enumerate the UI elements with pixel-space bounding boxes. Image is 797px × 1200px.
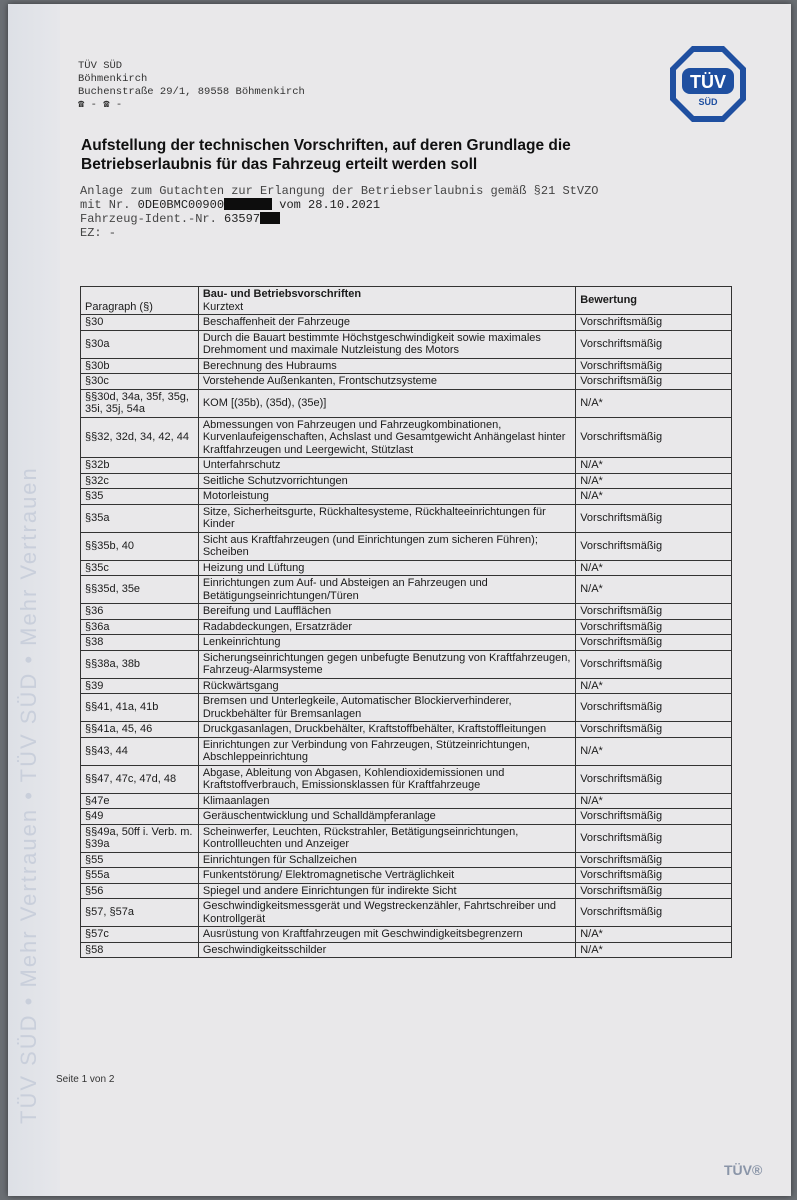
org-name: TÜV SÜD bbox=[78, 60, 123, 72]
table-row bbox=[81, 942, 732, 958]
paragraph-cell: §§32, 32d, 34, 42, 44 bbox=[81, 417, 199, 458]
short-text-cell: Bremsen und Unterlegkeile, Automatischer Blockierverhinderer, Druckbehälter für Bremsanlagen bbox=[198, 694, 575, 722]
paragraph-cell: §30 bbox=[81, 315, 199, 331]
rating-cell: Vorschriftsmäßig bbox=[576, 868, 732, 884]
table-row bbox=[81, 868, 732, 884]
short-text-cell: Motorleistung bbox=[198, 489, 575, 505]
short-text-cell: Durch die Bauart bestimmte Höchstgeschwindigkeit sowie maximales Drehmoment und maximale Nutzleistung des Motors bbox=[198, 330, 575, 358]
short-text-cell: Klimaanlagen bbox=[198, 793, 575, 809]
table-row bbox=[81, 489, 732, 505]
tuv-logo bbox=[668, 44, 748, 124]
short-text-cell: Sitze, Sicherheitsgurte, Rückhaltesysteme, Rückhalteeinrichtungen für Kinder bbox=[198, 504, 575, 532]
org-city: Böhmenkirch bbox=[78, 73, 148, 85]
header-rating: Bewertung bbox=[576, 287, 732, 315]
paragraph-cell: §36a bbox=[81, 619, 199, 635]
table-row bbox=[81, 899, 732, 927]
paragraph-cell: §55 bbox=[81, 852, 199, 868]
short-text-cell: Sicherungseinrichtungen gegen unbefugte Benutzung von Kraftfahrzeugen, Fahrzeug-Alarmsysteme bbox=[198, 650, 575, 678]
table-row bbox=[81, 417, 732, 458]
rating-cell: Vorschriftsmäßig bbox=[576, 604, 732, 620]
paragraph-cell: §55a bbox=[81, 868, 199, 884]
page-number: Seite 1 von 2 bbox=[56, 1074, 115, 1085]
paragraph-cell: §§35d, 35e bbox=[81, 576, 199, 604]
paragraph-cell: §36 bbox=[81, 604, 199, 620]
paragraph-cell: §§30d, 34a, 35f, 35g, 35i, 35j, 54a bbox=[81, 389, 199, 417]
short-text-cell: Abgase, Ableitung von Abgasen, Kohlendioxidemissionen und Kraftstoffverbrauch, Emissionsklassen für Kraftfahrzeuge bbox=[198, 765, 575, 793]
org-address: Buchenstraße 29/1, 89558 Böhmenkirch bbox=[78, 86, 305, 98]
rating-cell: Vorschriftsmäßig bbox=[576, 619, 732, 635]
short-text-cell: Berechnung des Hubraums bbox=[198, 358, 575, 374]
table-row bbox=[81, 532, 732, 560]
short-text-cell: Heizung und Lüftung bbox=[198, 560, 575, 576]
paragraph-cell: §30c bbox=[81, 374, 199, 390]
table-row bbox=[81, 809, 732, 825]
paragraph-cell: §39 bbox=[81, 678, 199, 694]
document-meta bbox=[80, 184, 598, 240]
rating-cell: Vorschriftsmäßig bbox=[576, 824, 732, 852]
header-main: Bau- und Betriebsvorschriften bbox=[202, 288, 362, 300]
rating-cell: N/A* bbox=[576, 737, 732, 765]
table-row bbox=[81, 678, 732, 694]
paragraph-cell: §47e bbox=[81, 793, 199, 809]
table-row bbox=[81, 635, 732, 651]
short-text-cell: Unterfahrschutz bbox=[198, 458, 575, 474]
nr-line bbox=[80, 198, 598, 212]
paragraph-cell: §§41, 41a, 41b bbox=[81, 694, 199, 722]
short-text-cell: Einrichtungen zur Verbindung von Fahrzeugen, Stützeinrichtungen, Abschleppeinrichtung bbox=[198, 737, 575, 765]
document-page bbox=[8, 4, 791, 1196]
short-text-cell: Sicht aus Kraftfahrzeugen (und Einrichtungen zum sicheren Führen); Scheiben bbox=[198, 532, 575, 560]
table-row bbox=[81, 927, 732, 943]
sender-address bbox=[78, 60, 305, 112]
table-row bbox=[81, 883, 732, 899]
paragraph-cell: §57, §57a bbox=[81, 899, 199, 927]
paragraph-cell: §§43, 44 bbox=[81, 737, 199, 765]
rating-cell: Vorschriftsmäßig bbox=[576, 883, 732, 899]
paragraph-cell: §§38a, 38b bbox=[81, 650, 199, 678]
rating-cell: Vorschriftsmäßig bbox=[576, 504, 732, 532]
side-watermark: TÜV SÜD • Mehr Vertrauen • TÜV SÜD • Mehr Vertrauen bbox=[16, 466, 41, 1124]
short-text-cell: Ausrüstung von Kraftfahrzeugen mit Geschwindigkeitsbegrenzern bbox=[198, 927, 575, 943]
table-row bbox=[81, 315, 732, 331]
annex-line: Anlage zum Gutachten zur Erlangung der Betriebserlaubnis gemäß §21 StVZO bbox=[80, 184, 599, 198]
paragraph-cell: §35c bbox=[81, 560, 199, 576]
paragraph-cell: §32c bbox=[81, 473, 199, 489]
short-text-cell: Scheinwerfer, Leuchten, Rückstrahler, Betätigungseinrichtungen, Kontrollleuchten und Anzeiger bbox=[198, 824, 575, 852]
redaction-box bbox=[224, 198, 272, 210]
header-regulations bbox=[198, 287, 575, 315]
rating-cell: Vorschriftsmäßig bbox=[576, 694, 732, 722]
rating-cell: N/A* bbox=[576, 389, 732, 417]
rating-cell: Vorschriftsmäßig bbox=[576, 635, 732, 651]
paragraph-cell: §35 bbox=[81, 489, 199, 505]
short-text-cell: Einrichtungen zum Auf- und Absteigen an Fahrzeugen und Betätigungseinrichtungen/Türen bbox=[198, 576, 575, 604]
rating-cell: N/A* bbox=[576, 793, 732, 809]
rating-cell: Vorschriftsmäßig bbox=[576, 532, 732, 560]
header-short: Kurztext bbox=[202, 300, 244, 313]
table-row bbox=[81, 737, 732, 765]
rating-cell: Vorschriftsmäßig bbox=[576, 358, 732, 374]
short-text-cell: Geschwindigkeitsmessgerät und Wegstreckenzähler, Fahrtschreiber und Kontrollgerät bbox=[198, 899, 575, 927]
short-text-cell: Seitliche Schutzvorrichtungen bbox=[198, 473, 575, 489]
short-text-cell: Radabdeckungen, Ersatzräder bbox=[198, 619, 575, 635]
rating-cell: N/A* bbox=[576, 473, 732, 489]
vin-line bbox=[80, 212, 598, 226]
paragraph-cell: §32b bbox=[81, 458, 199, 474]
side-strip bbox=[8, 4, 60, 1196]
rating-cell: N/A* bbox=[576, 942, 732, 958]
short-text-cell: Funkentstörung/ Elektromagnetische Verträglichkeit bbox=[198, 868, 575, 884]
short-text-cell: Einrichtungen für Schallzeichen bbox=[198, 852, 575, 868]
table-row bbox=[81, 650, 732, 678]
short-text-cell: Lenkeinrichtung bbox=[198, 635, 575, 651]
short-text-cell: Rückwärtsgang bbox=[198, 678, 575, 694]
rating-cell: Vorschriftsmäßig bbox=[576, 899, 732, 927]
table-header-row bbox=[81, 287, 732, 315]
ez-line: EZ: - bbox=[80, 226, 117, 240]
table-row bbox=[81, 560, 732, 576]
rating-cell: N/A* bbox=[576, 560, 732, 576]
table-row bbox=[81, 374, 732, 390]
table-row bbox=[81, 504, 732, 532]
paragraph-cell: §57c bbox=[81, 927, 199, 943]
rating-cell: Vorschriftsmäßig bbox=[576, 315, 732, 331]
paragraph-cell: §58 bbox=[81, 942, 199, 958]
date-text: vom 28.10.2021 bbox=[279, 198, 381, 212]
paragraph-cell: §§49a, 50ff i. Verb. m. §39a bbox=[81, 824, 199, 852]
short-text-cell: Vorstehende Außenkanten, Frontschutzsysteme bbox=[198, 374, 575, 390]
table-row bbox=[81, 852, 732, 868]
header-paragraph: Paragraph (§) bbox=[81, 287, 199, 315]
short-text-cell: Druckgasanlagen, Druckbehälter, Kraftstoffbehälter, Kraftstoffleitungen bbox=[198, 722, 575, 738]
table-row bbox=[81, 824, 732, 852]
regulations-table bbox=[80, 286, 732, 958]
table-row bbox=[81, 793, 732, 809]
short-text-cell: Geschwindigkeitsschilder bbox=[198, 942, 575, 958]
rating-cell: Vorschriftsmäßig bbox=[576, 722, 732, 738]
paragraph-cell: §35a bbox=[81, 504, 199, 532]
contact-line: ☎ - ☎ - bbox=[78, 99, 123, 111]
nr-prefix: mit Nr. bbox=[80, 198, 131, 212]
table-row bbox=[81, 473, 732, 489]
short-text-cell: KOM [(35b), (35d), (35e)] bbox=[198, 389, 575, 417]
table-row bbox=[81, 619, 732, 635]
table-row bbox=[81, 358, 732, 374]
rating-cell: Vorschriftsmäßig bbox=[576, 765, 732, 793]
table-row bbox=[81, 576, 732, 604]
paragraph-cell: §§47, 47c, 47d, 48 bbox=[81, 765, 199, 793]
rating-cell: Vorschriftsmäßig bbox=[576, 852, 732, 868]
table-row bbox=[81, 458, 732, 474]
short-text-cell: Abmessungen von Fahrzeugen und Fahrzeugkombinationen, Kurvenlaufeigenschaften, Achslast und Gesamtgewicht Anhängelast hinter Kraftfahrzeugen und Leergewicht, Stützlast bbox=[198, 417, 575, 458]
rating-cell: Vorschriftsmäßig bbox=[576, 650, 732, 678]
rating-cell: Vorschriftsmäßig bbox=[576, 809, 732, 825]
table-row bbox=[81, 389, 732, 417]
logo-text-sub: SÜD bbox=[698, 97, 718, 107]
rating-cell: N/A* bbox=[576, 576, 732, 604]
table-row bbox=[81, 330, 732, 358]
table-row bbox=[81, 604, 732, 620]
table-row bbox=[81, 765, 732, 793]
rating-cell: N/A* bbox=[576, 489, 732, 505]
paragraph-cell: §30a bbox=[81, 330, 199, 358]
short-text-cell: Bereifung und Laufflächen bbox=[198, 604, 575, 620]
short-text-cell: Geräuschentwicklung und Schalldämpferanlage bbox=[198, 809, 575, 825]
paragraph-cell: §38 bbox=[81, 635, 199, 651]
redaction-box bbox=[260, 212, 280, 224]
rating-cell: N/A* bbox=[576, 678, 732, 694]
rating-cell: N/A* bbox=[576, 458, 732, 474]
nr-value: 0DE0BMC00900 bbox=[137, 198, 225, 212]
rating-cell: Vorschriftsmäßig bbox=[576, 374, 732, 390]
paragraph-cell: §49 bbox=[81, 809, 199, 825]
rating-cell: Vorschriftsmäßig bbox=[576, 330, 732, 358]
vin-value: 63597 bbox=[224, 212, 261, 226]
paragraph-cell: §§35b, 40 bbox=[81, 532, 199, 560]
table-body bbox=[81, 315, 732, 958]
table-row bbox=[81, 722, 732, 738]
paragraph-cell: §§41a, 45, 46 bbox=[81, 722, 199, 738]
vin-label: Fahrzeug-Ident.-Nr. bbox=[80, 212, 217, 226]
paragraph-cell: §56 bbox=[81, 883, 199, 899]
footer-brand-mark: TÜV® bbox=[724, 1162, 763, 1178]
short-text-cell: Spiegel und andere Einrichtungen für indirekte Sicht bbox=[198, 883, 575, 899]
rating-cell: N/A* bbox=[576, 927, 732, 943]
rating-cell: Vorschriftsmäßig bbox=[576, 417, 732, 458]
table-row bbox=[81, 694, 732, 722]
logo-text-main: TÜV bbox=[690, 72, 726, 92]
short-text-cell: Beschaffenheit der Fahrzeuge bbox=[198, 315, 575, 331]
paragraph-cell: §30b bbox=[81, 358, 199, 374]
document-title: Aufstellung der technischen Vorschriften, auf deren Grundlage die Betriebserlaubnis für das Fahrzeug erteilt werden soll bbox=[81, 137, 571, 173]
